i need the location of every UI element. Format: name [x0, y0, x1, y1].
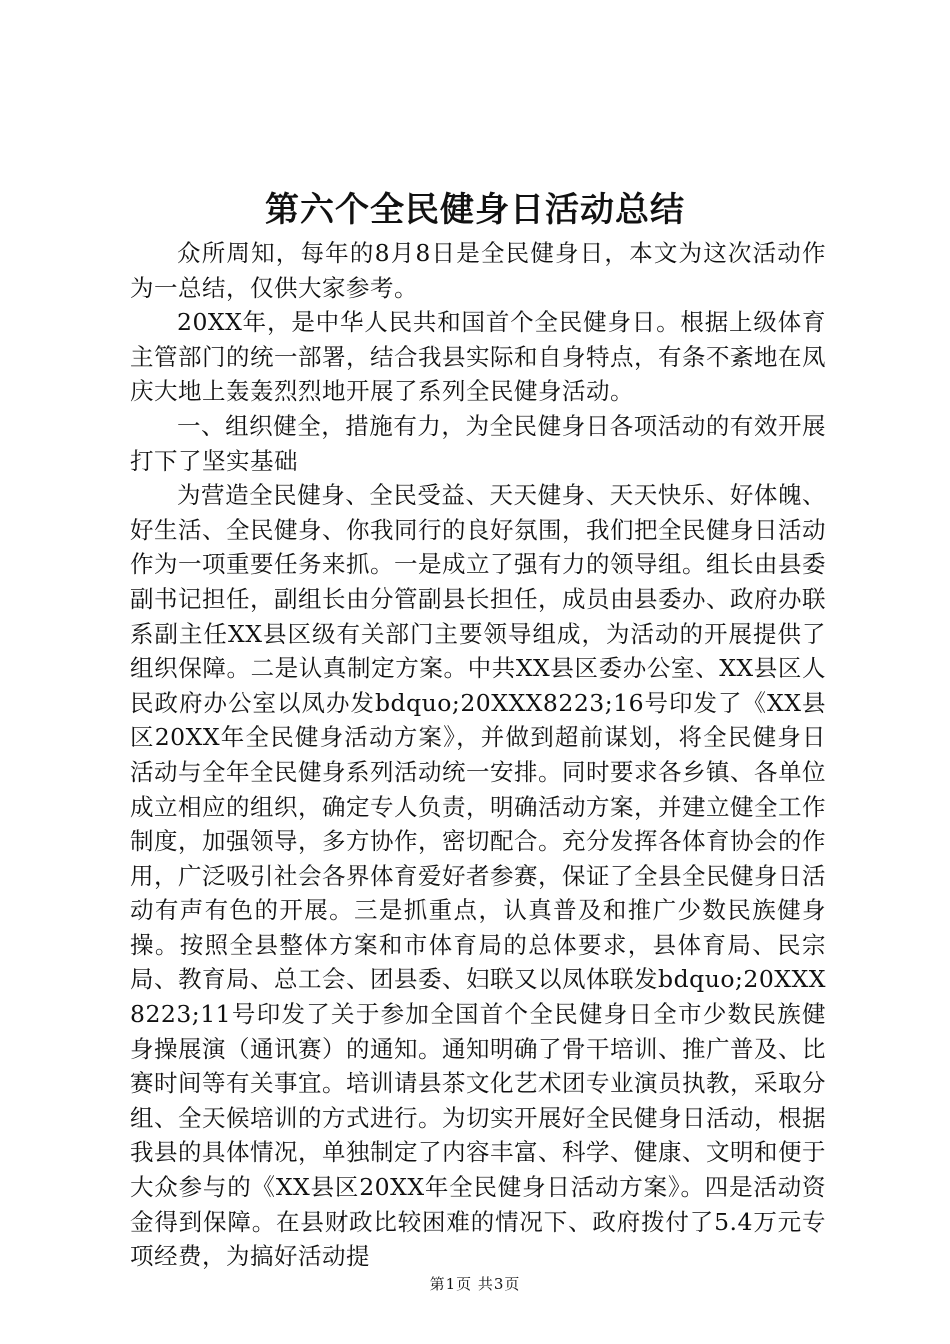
intro-paragraph: 众所周知，每年的8月8日是全民健身日，本文为这次活动作为一总结，仅供大家参考。	[130, 239, 826, 302]
document-body	[130, 236, 826, 1274]
document-title: 第六个全民健身日活动总结	[265, 190, 685, 230]
page-footer: 第1页 共3页	[429, 1275, 521, 1293]
background-paragraph: 20XX年，是中华人民共和国首个全民健身日。根据上级体育主管部门的统一部署，结合我县实际和自身特点，有条不紊地在凤庆大地上轰轰烈烈地开展了系列全民健身活动。	[130, 308, 826, 406]
body-paragraph: 为营造全民健身、全民受益、天天健身、天天快乐、好体魄、好生活、全民健身、你我同行的良好氛围，我们把全民健身日活动作为一项重要任务来抓。一是成立了强有力的领导组。组长由县委副书记担任，副组长由分管副县长担任，成员由县委办、政府办联系副主任XX县区级有关部门主要领导组成，为活动的开展提供了组织保障。二是认真制定方案。中共XX县区委办公室、XX县区人民政府办公室以凤办发bdquo;20XXX8223;16号印发了《XX县区20XX年全民健身活动方案》，并做到超前谋划，将全民健身日活动与全年全民健身系列活动统一安排。同时要求各乡镇、各单位成立相应的组织，确定专人负责，明确活动方案，并建立健全工作制度，加强领导，多方协作，密切配合。充分发挥各体育协会的作用，广泛吸引社会各界体育爱好者参赛，保证了全县全民健身日活动有声有色的开展。三是抓重点，认真普及和推广少数民族健身操。按照全县整体方案和市体育局的总体要求，县体育局、民宗局、教育局、总工会、团县委、妇联又以凤体联发bdquo;20XXX8223;11号印发了关于参加全国首个全民健身日全市少数民族健身操展演（通讯赛）的通知。通知明确了骨干培训、推广普及、比赛时间等有关事宜。培训请县茶文化艺术团专业演员执教，采取分组、全天候培训的方式进行。为切实开展好全民健身日活动，根据我县的具体情况，单独制定了内容丰富、科学、健康、文明和便于大众参与的《XX县区20XX年全民健身日活动方案》。四是活动资金得到保障。在县财政比较困难的情况下、政府拨付了5.4万元专项经费，为搞好活动提	[130, 481, 826, 1271]
section-heading: 一、组织健全，措施有力，为全民健身日各项活动的有效开展打下了坚实基础	[130, 411, 826, 475]
